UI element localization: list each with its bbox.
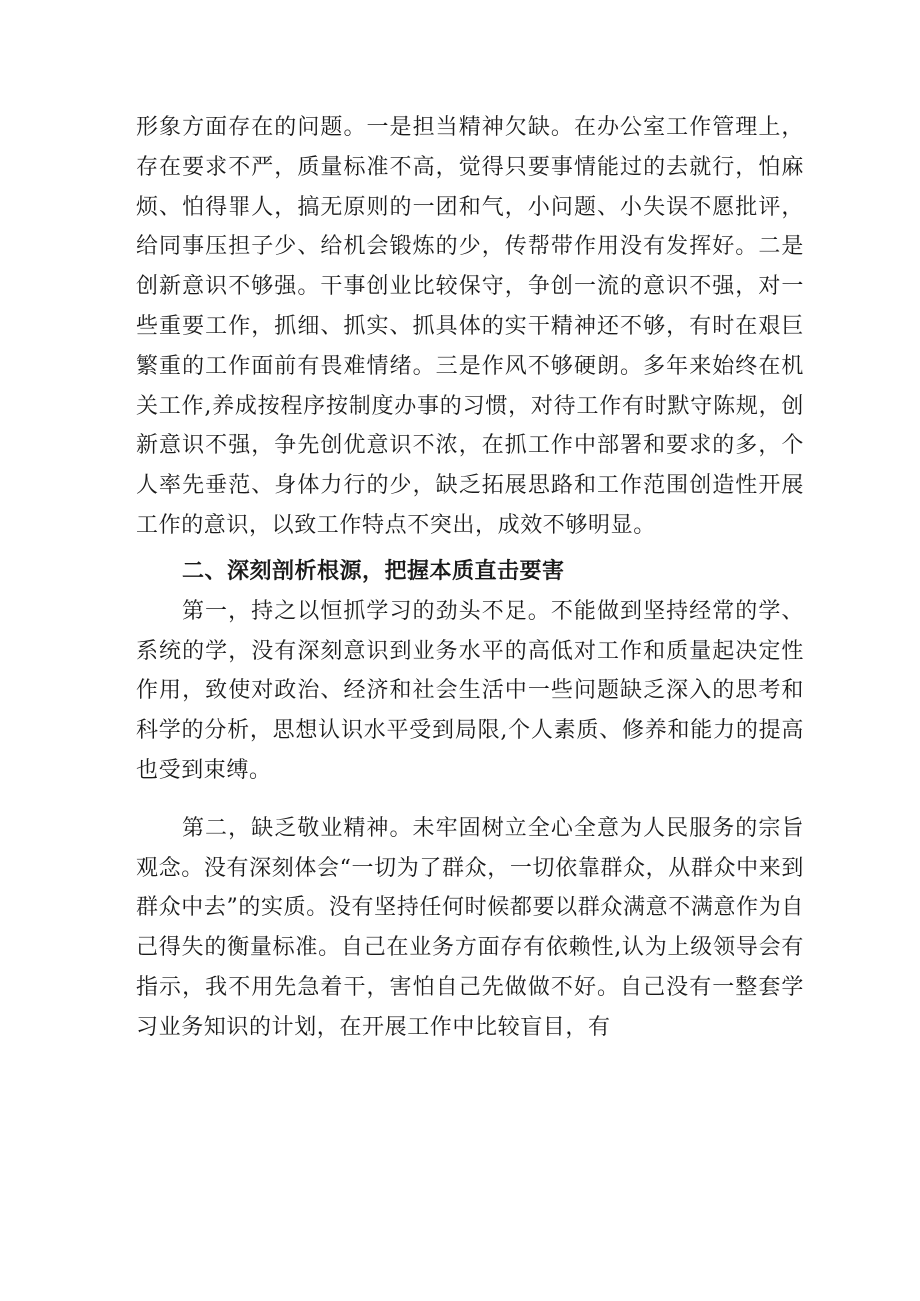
body-paragraph: 第一，持之以恒抓学习的劲头不足。不能做到坚持经常的学、系统的学，没有深刻意识到业务水平的高低对工作和质量起决定性作用，致使对政治、经济和社会生活中一些问题缺乏深入的思考和科学的分析，思想认识水平受到局限,个人素质、修养和能力的提高也受到束缚。 (136, 598, 804, 783)
body-paragraph: 形象方面存在的问题。一是担当精神欠缺。在办公室工作管理上，存在要求不严，质量标准不高，觉得只要事情能过的去就行，怕麻烦、怕得罪人，搞无原则的一团和气，小问题、小失误不愿批评，给同事压担子少、给机会锻炼的少，传帮带作用没有发挥好。二是创新意识不够强。干事创业比较保守，争创一流的意识不强，对一些重要工作，抓细、抓实、抓具体的实干精神还不够，有时在艰巨繁重的工作面前有畏难情绪。三是作风不够硬朗。多年来始终在机关工作,养成按程序按制度办事的习惯，对待工作有时默守陈规，创新意识不强，争先创优意识不浓，在抓工作中部署和要求的多，个人率先垂范、身体力行的少，缺乏拓展思路和工作范围创造性开展工作的意识，以致工作特点不突出，成效不够明显。 (136, 115, 804, 538)
document-body (136, 108, 804, 1048)
body-paragraph: 第二，缺乏敬业精神。未牢固树立全心全意为人民服务的宗旨观念。没有深刻体会“一切为了群众，一切依靠群众，从群众中来到群众中去”的实质。没有坚持任何时候都要以群众满意不满意作为自己得失的衡量标准。自己在业务方面存有依赖性,认为上级领导会有指示，我不用先急着干，害怕自己先做做不好。自己没有一整套学习业务知识的计划，在开展工作中比较盲目，有 (136, 815, 804, 1040)
section-heading: 二、深刻剖析根源，把握本质直击要害 (182, 558, 565, 584)
